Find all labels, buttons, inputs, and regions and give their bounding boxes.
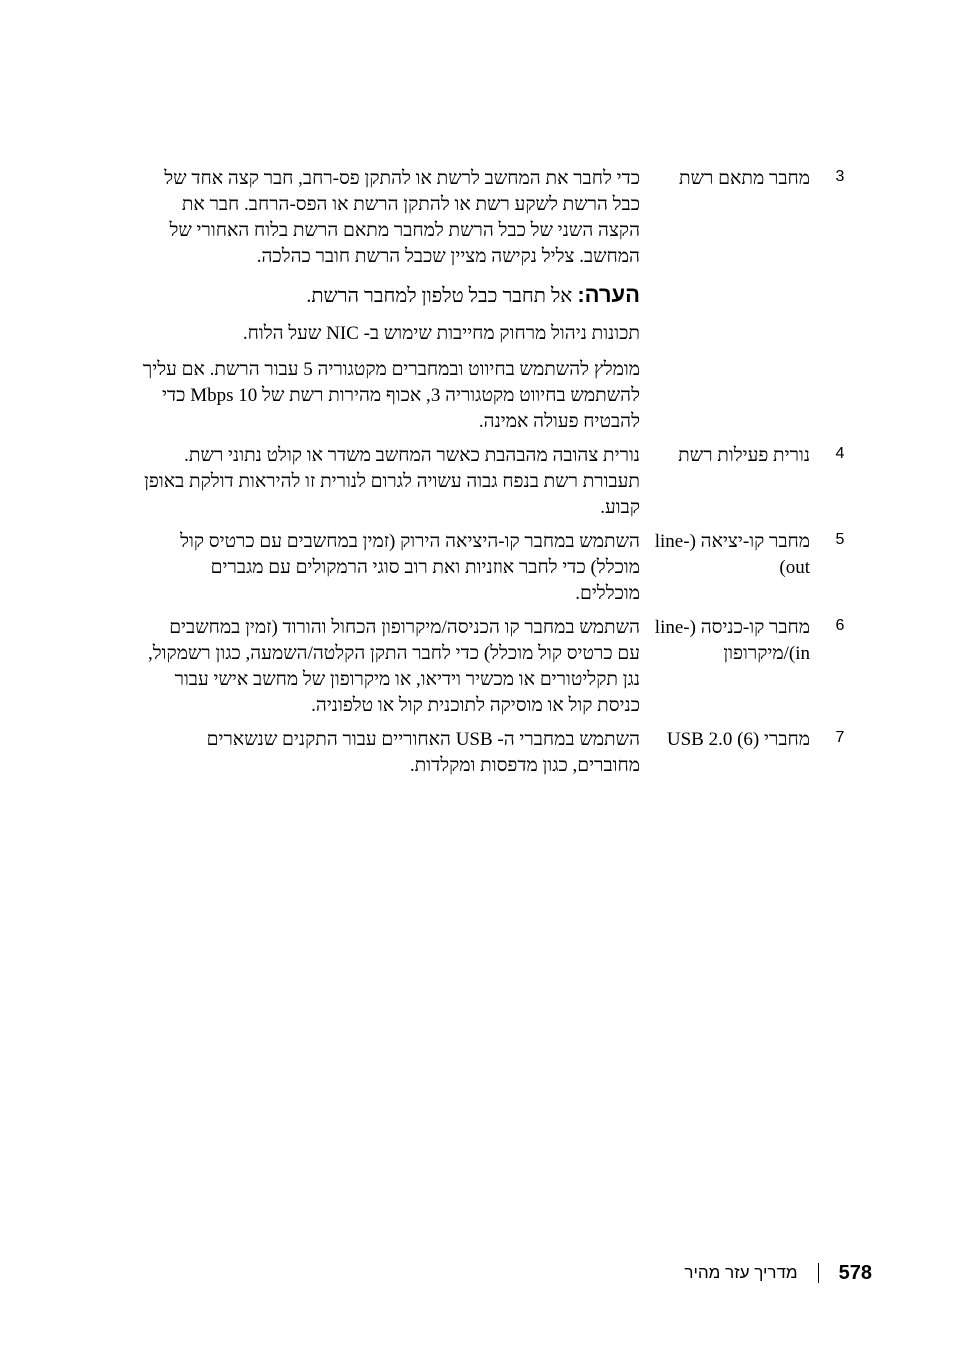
guide-title: מדריך עזר מהיר bbox=[684, 1263, 798, 1282]
row-description bbox=[142, 166, 640, 435]
description-paragraph: תכונות ניהול מרחוק מחייבות שימוש ב- NIC שעל הלוח. bbox=[242, 323, 640, 344]
description-paragraph: נורית צהובה מהבהבת כאשר המחשב משדר או קולט נתוני רשת. תעבורת רשת בנפח גבוה עשויה לגרום לנורית זו להיראות דולקת באופן קבוע. bbox=[144, 445, 640, 518]
table-row bbox=[130, 529, 852, 607]
row-number: 3 bbox=[835, 168, 845, 185]
page-number: 578 bbox=[838, 1261, 872, 1284]
row-label: מחברי USB 2.0 (6) bbox=[666, 729, 810, 750]
table-row bbox=[130, 615, 852, 719]
row-label: מחבר מתאם רשת bbox=[679, 168, 810, 189]
table-row bbox=[130, 443, 852, 521]
row-number: 5 bbox=[835, 531, 845, 548]
note-label: הערה: bbox=[577, 282, 640, 307]
row-number: 7 bbox=[835, 729, 845, 746]
row-label: נורית פעילות רשת bbox=[678, 445, 810, 466]
row-number: 4 bbox=[835, 445, 845, 462]
description-paragraph: כדי לחבר את המחשב לרשת או להתקן פס-רחב, חבר קצה אחד של כבל הרשת לשקע רשת או להתקן הרשת או הפס-הרחב. חבר את הקצה השני של כבל הרשת למחבר מתאם הרשת בלוח האחורי של המחשב. צליל נקישה מציין שכבל הרשת חובר כהלכה. bbox=[164, 168, 640, 267]
row-description bbox=[142, 443, 640, 521]
description-paragraph: השתמש במחבר קו הכניסה/מיקרופון הכחול והורוד (זמין במחשבים עם כרטיס קול מוכלל) כדי לחבר התקן הקלטה/השמעה, כגון רשמקול, נגן תקליטורים או מכשיר וידיאו, או מיקרופון של מחשב אישי עבור כניסת קול או מוסיקה לתוכנית קול או טלפוניה. bbox=[148, 617, 640, 716]
note bbox=[142, 280, 640, 311]
note-text: אל תחבר כבל טלפון למחבר הרשת. bbox=[306, 285, 578, 307]
table-row bbox=[130, 166, 852, 435]
connector-table bbox=[130, 166, 852, 779]
page-footer bbox=[684, 1258, 872, 1288]
row-description bbox=[142, 727, 640, 779]
row-label: מחבר קו-יציאה (line-out) bbox=[654, 531, 810, 578]
row-description bbox=[142, 615, 640, 719]
description-paragraph: השתמש במחבר קו-היציאה הירוק (זמין במחשבים עם כרטיס קול מוכלל) כדי לחבר אוזניות ואת רוב סוגי הרמקולים עם מגברים מוכללים. bbox=[180, 531, 640, 604]
description-paragraph: מומלץ להשתמש בחיווט ובמחברים מקטגוריה 5 עבור הרשת. אם עליך להשתמש בחיווט מקטגוריה 3, אכוף מהירות רשת של 10 Mbps כדי להבטיח פעולה אמינה. bbox=[142, 359, 640, 432]
description-paragraph: השתמש במחברי ה- USB האחוריים עבור התקנים שנשארים מחוברים, כגון מדפסות ומקלדות. bbox=[206, 729, 640, 776]
row-label: מחבר קו-כניסה (line-in)/מיקרופון bbox=[654, 617, 810, 664]
table-row bbox=[130, 727, 852, 779]
row-description bbox=[142, 529, 640, 607]
footer-divider bbox=[818, 1263, 819, 1283]
row-number: 6 bbox=[835, 617, 845, 634]
